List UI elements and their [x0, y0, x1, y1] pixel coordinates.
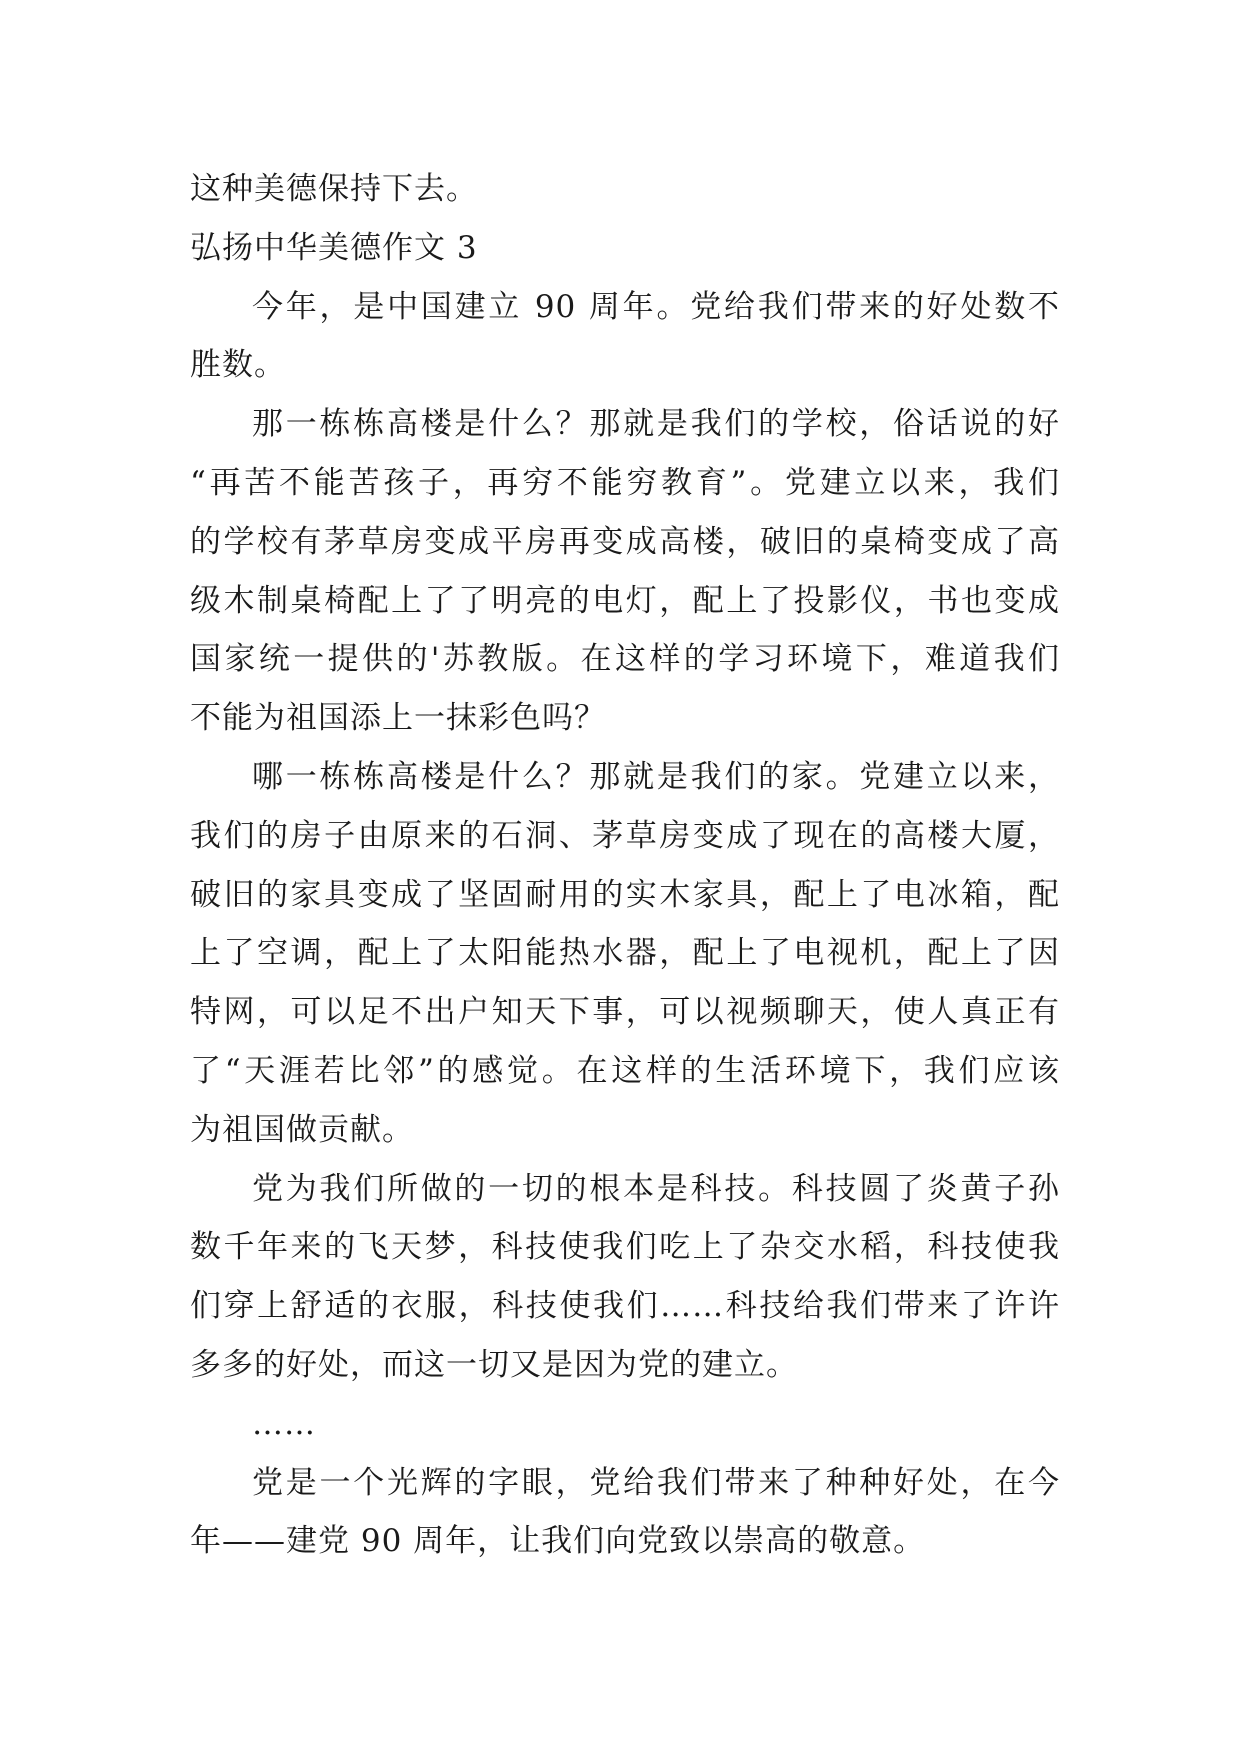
text-line: 上了空调，配上了太阳能热水器，配上了电视机，配上了因 — [190, 935, 1060, 972]
text-line: 党为我们所做的一切的根本是科技。科技圆了炎黄子孙 — [252, 1170, 1060, 1207]
text-line: 破旧的家具变成了坚固耐用的实木家具，配上了电冰箱，配 — [190, 876, 1060, 913]
text-line: 为祖国做贡献。 — [190, 1111, 414, 1148]
text-line: 那一栋栋高楼是什么？那就是我们的学校，俗话说的好 — [252, 406, 1060, 443]
text-line: 弘扬中华美德作文 3 — [190, 229, 478, 266]
text-line: 的学校有茅草房变成平房再变成高楼，破旧的桌椅变成了高 — [190, 523, 1060, 560]
text-line: 特网，可以足不出户知天下事，可以视频聊天，使人真正有 — [190, 994, 1060, 1031]
text-line: 国家统一提供的'苏教版。在这样的学习环境下，难道我们 — [190, 641, 1060, 678]
text-line: 数千年来的飞天梦，科技使我们吃上了杂交水稻，科技使我 — [190, 1229, 1060, 1266]
text-line: 不能为祖国添上一抹彩色吗？ — [190, 700, 606, 737]
text-line: 我们的房子由原来的石洞、茅草房变成了现在的高楼大厦， — [190, 817, 1060, 854]
text-line: 胜数。 — [190, 347, 286, 384]
text-line: 们穿上舒适的衣服，科技使我们……科技给我们带来了许许 — [190, 1288, 1060, 1325]
text-line: “再苦不能苦孩子，再穷不能穷教育”。党建立以来，我们 — [190, 464, 1060, 501]
text-line: 今年，是中国建立 90 周年。党给我们带来的好处数不 — [252, 288, 1060, 325]
document-body — [190, 160, 1060, 1571]
text-line: 党是一个光辉的字眼，党给我们带来了种种好处，在今 — [252, 1464, 1060, 1501]
text-line: …… — [252, 1405, 316, 1442]
text-line: 了“天涯若比邻”的感觉。在这样的生活环境下，我们应该 — [190, 1052, 1060, 1089]
text-line: 哪一栋栋高楼是什么？那就是我们的家。党建立以来， — [252, 758, 1060, 795]
text-line: 这种美德保持下去。 — [190, 171, 478, 207]
text-line: 级木制桌椅配上了了明亮的电灯，配上了投影仪，书也变成 — [190, 582, 1060, 619]
text-line: 年——建党 90 周年，让我们向党致以崇高的敬意。 — [190, 1523, 926, 1560]
text-line: 多多的好处，而这一切又是因为党的建立。 — [190, 1346, 798, 1383]
